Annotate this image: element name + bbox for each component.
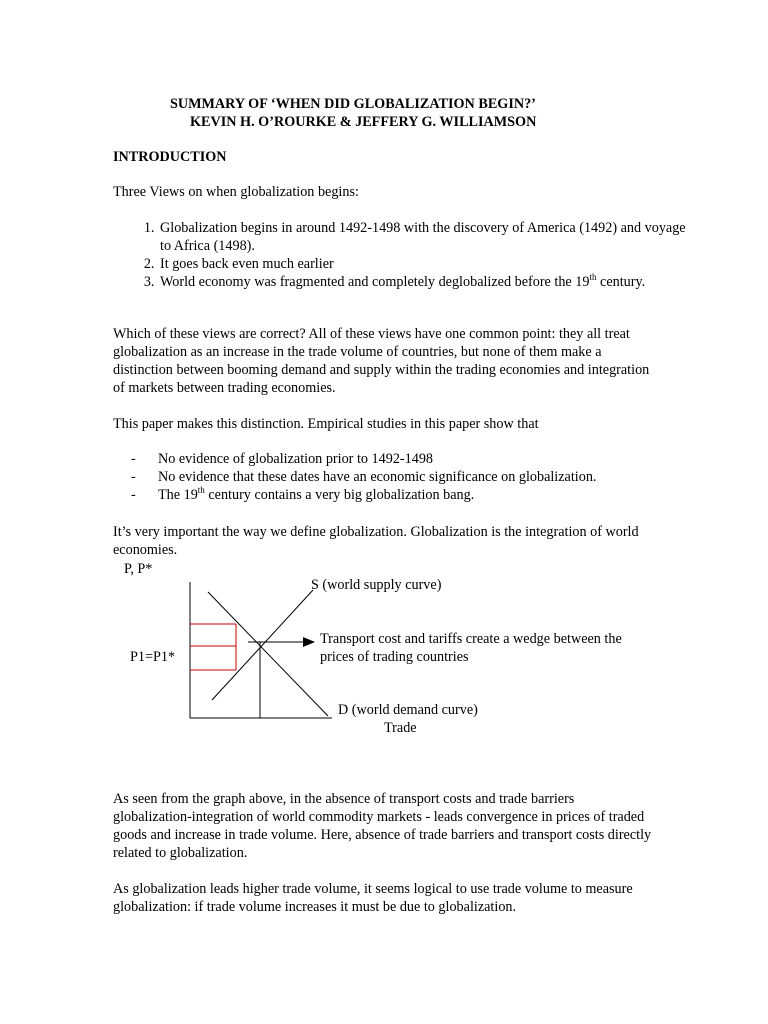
demand-curve	[208, 592, 328, 716]
wedge-label-line-2: prices of trading countries	[320, 649, 469, 665]
supply-curve	[212, 590, 313, 700]
title-line-2: KEVIN H. O’ROURKE & JEFFERY G. WILLIAMSON	[190, 114, 537, 130]
demand-curve-label: D (world demand curve)	[338, 702, 478, 718]
paragraph-define-globalization: It’s very important the way we define globalization. Globalization is the integration of world economies.	[113, 524, 639, 558]
paragraph-this-paper: This paper makes this distinction. Empirical studies in this paper show that	[113, 416, 539, 432]
wedge-label-line-1: Transport cost and tariffs create a wedge between the	[320, 631, 622, 647]
graph-x-axis-label: Trade	[384, 720, 417, 736]
paragraph-graph-explanation: As seen from the graph above, in the absence of transport costs and trade barriers globalization-integration of world commodity markets - leads convergence in prices of traded goods and increase in trade volume. Here, absence of trade barriers and transport costs directly related to globalization.	[113, 791, 652, 861]
title-line-1: SUMMARY OF ‘WHEN DID GLOBALIZATION BEGIN?’	[170, 96, 536, 112]
supply-curve-label: S (world supply curve)	[311, 577, 442, 593]
finding-item-2: - No evidence that these dates have an economic significance on globalization.	[113, 468, 653, 486]
finding-item-1: - No evidence of globalization prior to 1492-1498	[113, 450, 653, 468]
graph-y-axis-label: P, P*	[124, 561, 153, 577]
paragraph-which-views: Which of these views are correct? All of these views have one common point: they all treat globalization as an increase in the trade volume of countries, but none of them make a distinction between booming demand and supply within the trading economies and integration of markets between trading economies.	[113, 326, 650, 396]
finding-item-3: - The 19th century contains a very big globalization bang.	[113, 486, 653, 504]
view-item-3: 3. World economy was fragmented and completely deglobalized before the 19th century.	[158, 273, 698, 291]
wedge-arrow-head	[303, 637, 315, 647]
paragraph-trade-volume: As globalization leads higher trade volume, it seems logical to use trade volume to measure globalization: if trade volume increases it must be due to globalization.	[113, 881, 633, 915]
view-item-1: 1. Globalization begins in around 1492-1498 with the discovery of America (1492) and voyage to Africa (1498).	[158, 219, 698, 255]
views-intro: Three Views on when globalization begins:	[113, 184, 359, 200]
price-wedge-box	[190, 624, 236, 670]
section-heading-introduction: INTRODUCTION	[113, 149, 227, 165]
price-level-label: P1=P1*	[130, 649, 176, 665]
view-item-2: 2. It goes back even much earlier	[158, 255, 698, 273]
